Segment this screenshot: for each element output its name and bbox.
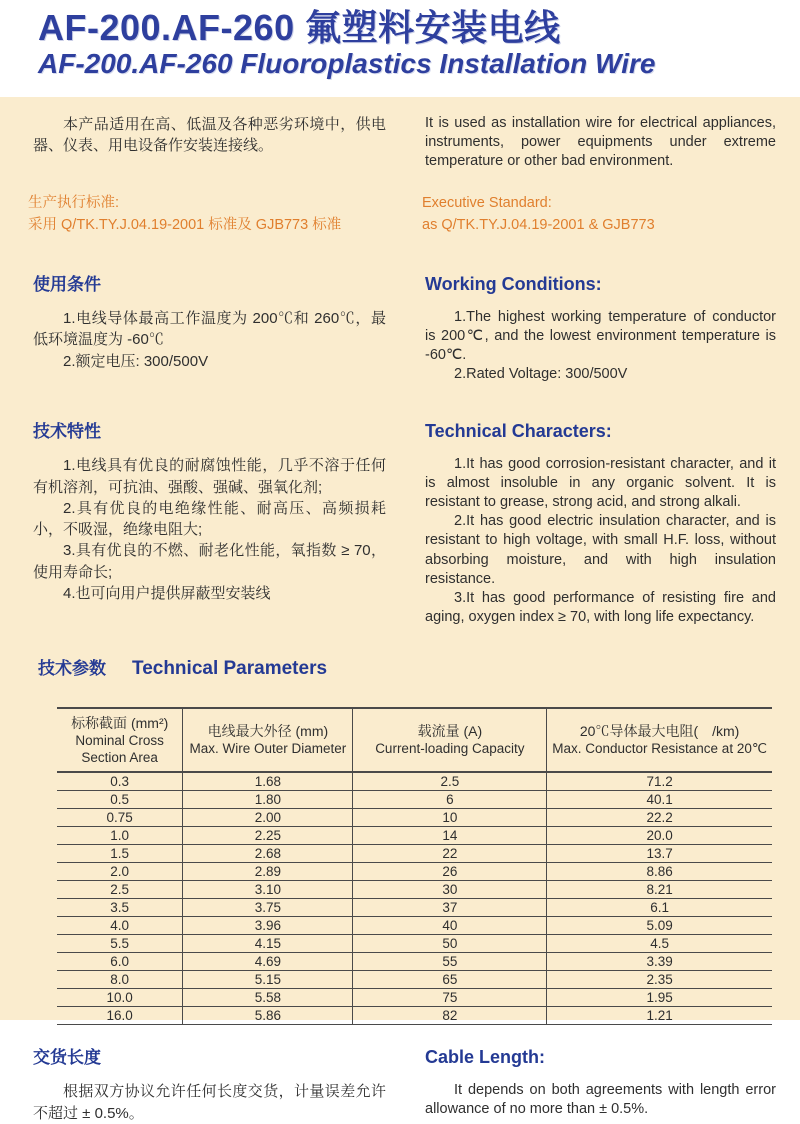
cell-current-loading-capacity: 26 <box>353 863 547 881</box>
intro-column-en <box>400 114 800 171</box>
cable-length-section <box>0 1046 800 1124</box>
technical-characters-heading-en: Technical Characters: <box>425 421 612 442</box>
column-header-zh: 标称截面 (mm²) <box>71 715 169 731</box>
working-conditions-zh <box>0 273 400 384</box>
intro-paragraph-en: It is used as installation wire for electrical appliances, instruments, power equipments under extreme temperature or other bad environment. <box>425 115 776 170</box>
working-conditions-en <box>400 273 800 384</box>
technical-parameters-heading <box>0 654 800 680</box>
technical-parameters-table <box>57 707 772 1025</box>
column-header-en: Max. Conductor Resistance at 20℃ <box>552 741 767 757</box>
column-header-nominal-cross-section <box>57 708 183 772</box>
column-header-zh: 电线最大外径 (mm) <box>207 723 329 740</box>
cell-nominal-cross-section: 0.5 <box>57 791 183 809</box>
table-row <box>57 989 772 1007</box>
cell-max-conductor-resistance: 40.1 <box>547 791 772 809</box>
page-title-en: AF-200.AF-260 Fluoroplastics Installation Wire <box>38 48 656 80</box>
cell-max-conductor-resistance: 6.1 <box>547 899 772 917</box>
technical-characters-section <box>0 420 800 627</box>
working-conditions-section <box>0 273 800 384</box>
table-row <box>57 899 772 917</box>
intro-paragraph-zh: 本产品适用在高、低温及各种恶劣环境中，供电器、仪表、用电设备作安装连接线。 <box>33 116 386 155</box>
cell-nominal-cross-section: 5.5 <box>57 935 183 953</box>
working-conditions-items-en <box>425 308 776 385</box>
cell-max-wire-outer-diameter: 1.80 <box>183 791 353 809</box>
condition-item-zh: 2.额定电压: 300/500V <box>63 352 209 370</box>
cell-max-conductor-resistance: 13.7 <box>547 845 772 863</box>
table-row <box>57 827 772 845</box>
standard-text-en: as Q/TK.TY.J.04.19-2001 & GJB773 <box>422 217 655 234</box>
cable-length-text-en: It depends on both agreements with length error allowance of no more than ± 0.5%. <box>425 1081 776 1117</box>
cell-current-loading-capacity: 55 <box>353 953 547 971</box>
cell-current-loading-capacity: 37 <box>353 899 547 917</box>
cell-max-wire-outer-diameter: 4.15 <box>183 935 353 953</box>
cell-nominal-cross-section: 3.5 <box>57 899 183 917</box>
condition-item-en: 2.Rated Voltage: 300/500V <box>454 366 628 382</box>
table-row <box>57 772 772 791</box>
cell-nominal-cross-section: 0.3 <box>57 772 183 791</box>
cable-length-en <box>400 1046 800 1124</box>
cell-current-loading-capacity: 30 <box>353 881 547 899</box>
title-band <box>0 0 800 97</box>
cell-max-conductor-resistance: 5.09 <box>547 917 772 935</box>
working-conditions-heading-en: Working Conditions: <box>425 273 602 294</box>
table-row <box>57 971 772 989</box>
cell-nominal-cross-section: 2.0 <box>57 863 183 881</box>
cell-max-wire-outer-diameter: 2.89 <box>183 863 353 881</box>
cell-current-loading-capacity: 14 <box>353 827 547 845</box>
table-row <box>57 935 772 953</box>
cell-nominal-cross-section: 16.0 <box>57 1007 183 1025</box>
cell-max-conductor-resistance: 3.39 <box>547 953 772 971</box>
cell-max-wire-outer-diameter: 5.15 <box>183 971 353 989</box>
technical-parameters-heading-en: Technical Parameters <box>132 658 328 679</box>
cable-length-text-zh: 根据双方协议允许任何长度交货，计量误差允许不超过 ± 0.5%。 <box>33 1083 386 1122</box>
technical-parameters-heading-zh: 技术参数 <box>38 659 106 678</box>
cell-current-loading-capacity: 50 <box>353 935 547 953</box>
executive-standard-en <box>400 193 800 237</box>
technical-characters-items-en <box>425 455 776 627</box>
column-header-zh: 载流量 (A) <box>417 723 483 740</box>
cell-max-wire-outer-diameter: 5.58 <box>183 989 353 1007</box>
working-conditions-heading-zh: 使用条件 <box>33 274 101 294</box>
character-item-en: 2.It has good electric insulation character, and is resistant to high voltage, with small H.F. loss, without absorbing moisture, and with high insulation resistance. <box>425 513 776 587</box>
cell-max-wire-outer-diameter: 2.00 <box>183 809 353 827</box>
column-header-max-wire-outer-diameter <box>183 708 353 772</box>
cable-length-heading-zh: 交货长度 <box>33 1048 101 1068</box>
table-row <box>57 1007 772 1025</box>
standard-label-zh: 生产执行标准: <box>28 195 120 212</box>
content-area <box>0 97 800 1122</box>
character-item-zh: 3.具有优良的不燃、耐老化性能，氧指数 ≥ 70，使用寿命长; <box>33 542 386 581</box>
table-row <box>57 845 772 863</box>
character-item-en: 3.It has good performance of resisting fire and aging, oxygen index ≥ 70, with long life expectancy. <box>425 589 776 625</box>
cell-max-conductor-resistance: 71.2 <box>547 772 772 791</box>
column-header-en: Current-loading Capacity <box>375 741 525 757</box>
cell-nominal-cross-section: 4.0 <box>57 917 183 935</box>
character-item-zh: 4.也可向用户提供屏蔽型安装线 <box>63 585 271 603</box>
cable-length-heading-en: Cable Length: <box>425 1047 545 1068</box>
cell-max-conductor-resistance: 8.21 <box>547 881 772 899</box>
column-header-max-conductor-resistance <box>547 708 772 772</box>
cell-max-conductor-resistance: 2.35 <box>547 971 772 989</box>
cell-max-conductor-resistance: 22.2 <box>547 809 772 827</box>
cell-nominal-cross-section: 6.0 <box>57 953 183 971</box>
cell-max-wire-outer-diameter: 2.25 <box>183 827 353 845</box>
character-item-en: 1.It has good corrosion-resistant character, and it is almost insoluble in any organic solvent. It is resistant to grease, strong acid, and strong alkali. <box>425 455 776 511</box>
column-header-en: Nominal Cross Section Area <box>75 733 164 765</box>
cell-max-wire-outer-diameter: 3.10 <box>183 881 353 899</box>
column-header-current-loading-capacity <box>353 708 547 772</box>
column-header-en: Max. Wire Outer Diameter <box>189 741 347 757</box>
cell-current-loading-capacity: 40 <box>353 917 547 935</box>
cell-nominal-cross-section: 0.75 <box>57 809 183 827</box>
cell-current-loading-capacity: 75 <box>353 989 547 1007</box>
intro-section <box>0 114 800 237</box>
cell-nominal-cross-section: 8.0 <box>57 971 183 989</box>
cell-current-loading-capacity: 10 <box>353 809 547 827</box>
table-row <box>57 953 772 971</box>
cell-nominal-cross-section: 1.5 <box>57 845 183 863</box>
executive-standard-zh <box>0 193 400 237</box>
page-title-zh: AF-200.AF-260 氟塑料安装电线 <box>38 7 561 48</box>
table-row <box>57 809 772 827</box>
cell-max-wire-outer-diameter: 1.68 <box>183 772 353 791</box>
intro-column-zh <box>0 114 400 171</box>
cell-current-loading-capacity: 6 <box>353 791 547 809</box>
table-body <box>57 772 772 1025</box>
cell-max-conductor-resistance: 4.5 <box>547 935 772 953</box>
table-row <box>57 863 772 881</box>
cell-current-loading-capacity: 82 <box>353 1007 547 1025</box>
condition-item-en: 1.The highest working temperature of conductor is 200℃, and the lowest environment temperature is -60℃. <box>425 308 776 363</box>
cell-max-conductor-resistance: 1.95 <box>547 989 772 1007</box>
column-header-zh: 20℃导体最大电阻( /km) <box>579 723 740 740</box>
standard-text-zh: 采用 Q/TK.TY.J.04.19-2001 标准及 GJB773 标准 <box>28 217 342 234</box>
character-item-zh: 1.电线具有优良的耐腐蚀性能，几乎不溶于任何有机溶剂，可抗油、强酸、强碱、强氧化剂; <box>33 457 386 496</box>
cell-max-wire-outer-diameter: 3.75 <box>183 899 353 917</box>
cell-max-wire-outer-diameter: 5.86 <box>183 1007 353 1025</box>
table-row <box>57 917 772 935</box>
working-conditions-items-zh <box>33 308 386 372</box>
technical-characters-zh <box>0 420 400 627</box>
cell-nominal-cross-section: 10.0 <box>57 989 183 1007</box>
cell-current-loading-capacity: 65 <box>353 971 547 989</box>
cell-max-conductor-resistance: 1.21 <box>547 1007 772 1025</box>
technical-characters-items-zh <box>33 455 386 604</box>
technical-characters-en <box>400 420 800 627</box>
cell-max-wire-outer-diameter: 2.68 <box>183 845 353 863</box>
standard-label-en: Executive Standard: <box>422 195 552 212</box>
table-row <box>57 791 772 809</box>
condition-item-zh: 1.电线导体最高工作温度为 200℃和 260℃，最低环境温度为 -60℃ <box>33 310 386 349</box>
cell-max-wire-outer-diameter: 3.96 <box>183 917 353 935</box>
cell-max-wire-outer-diameter: 4.69 <box>183 953 353 971</box>
table-row <box>57 881 772 899</box>
technical-characters-heading-zh: 技术特性 <box>33 422 101 442</box>
cell-nominal-cross-section: 1.0 <box>57 827 183 845</box>
cell-nominal-cross-section: 2.5 <box>57 881 183 899</box>
cell-max-conductor-resistance: 20.0 <box>547 827 772 845</box>
character-item-zh: 2.具有优良的电绝缘性能、耐高压、高频损耗小，不吸湿，绝缘电阻大; <box>33 499 386 539</box>
cell-max-conductor-resistance: 8.86 <box>547 863 772 881</box>
cable-length-zh <box>0 1046 400 1124</box>
cell-current-loading-capacity: 22 <box>353 845 547 863</box>
table-header-row <box>57 708 772 772</box>
cell-current-loading-capacity: 2.5 <box>353 772 547 791</box>
